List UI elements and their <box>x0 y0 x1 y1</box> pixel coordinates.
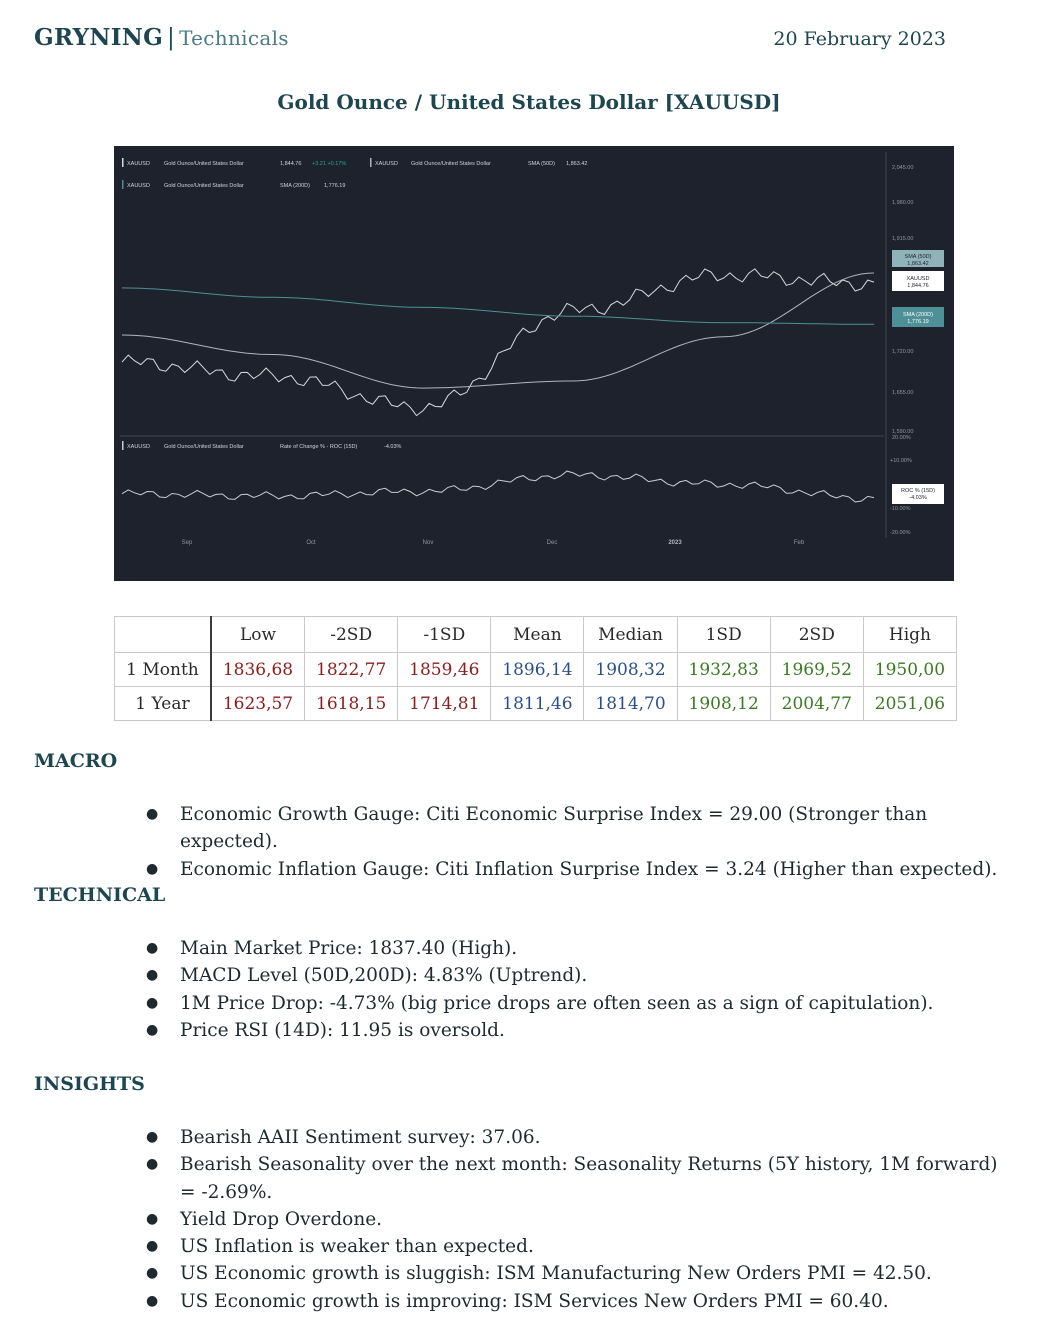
legend-price-ticker: XAUUSD <box>127 161 150 167</box>
list-item: ● US Economic growth is improving: ISM Services New Orders PMI = 60.40. <box>146 1288 1006 1315</box>
price-chart <box>114 146 954 581</box>
brand-section: Technicals <box>179 26 289 50</box>
table-cell: 1836,68 <box>211 653 305 687</box>
document-title: Gold Ounce / United States Dollar [XAUUSD] <box>277 90 781 114</box>
tag-roc-label: ROC % (15D) <box>901 488 935 494</box>
legend-roc-value: -4.03% <box>384 444 402 450</box>
sma50-series-line <box>122 273 874 388</box>
table-header: -1SD <box>398 617 491 653</box>
legend-sma200-name: Gold Ounce/United States Dollar <box>164 183 244 189</box>
table-row-label: 1 Year <box>115 687 211 721</box>
table-cell: 2004,77 <box>770 687 863 721</box>
legend-roc-name: Gold Ounce/United States Dollar <box>164 444 244 450</box>
table-header: Mean <box>491 617 584 653</box>
list-item: ● MACD Level (50D,200D): 4.83% (Uptrend). <box>146 962 1006 989</box>
price-axis-tick: 1,915.00 <box>892 236 914 242</box>
table-cell: 1969,52 <box>770 653 863 687</box>
table-cell: 1896,14 <box>491 653 584 687</box>
legend-roc-swatch <box>122 441 124 450</box>
time-axis-tick: Oct <box>306 540 316 546</box>
legend-roc-ticker: XAUUSD <box>127 444 150 450</box>
table-corner-cell <box>115 617 211 653</box>
legend-price-value: 1,844.76 <box>280 161 302 167</box>
roc-axis-tick: -10.00% <box>890 506 911 512</box>
list-item: ● Economic Growth Gauge: Citi Economic Surprise Index = 29.00 (Stronger than expected). <box>146 801 1006 856</box>
legend-sma50-indicator: SMA (50D) <box>528 161 555 167</box>
list-item: ● Bearish Seasonality over the next month: Seasonality Returns (5Y history, 1M forward) = -2.69%. <box>146 1151 1006 1206</box>
report-date: 20 February 2023 <box>773 28 946 50</box>
table-header: 2SD <box>770 617 863 653</box>
price-axis-tick: 1,655.00 <box>892 390 914 396</box>
list-item: ● Yield Drop Overdone. <box>146 1206 1006 1233</box>
table-cell: 1814,70 <box>584 687 677 721</box>
sma200-series-line <box>122 288 874 324</box>
table-cell: 1811,46 <box>491 687 584 721</box>
legend-sma200-value: 1,776.19 <box>324 183 346 189</box>
price-series-line <box>122 269 874 416</box>
price-axis-tick: 1,980.00 <box>892 200 914 206</box>
table-cell: 1714,81 <box>398 687 491 721</box>
statistics-table <box>114 616 957 721</box>
price-chart-svg <box>114 146 954 581</box>
table-cell: 1932,83 <box>677 653 770 687</box>
time-axis-tick: Dec <box>546 540 558 546</box>
table-cell: 2051,06 <box>863 687 956 721</box>
table-header: High <box>863 617 956 653</box>
table-cell: 1908,32 <box>584 653 677 687</box>
insights-list <box>146 1124 1006 1315</box>
brand-title <box>34 24 289 51</box>
page-header <box>34 24 946 56</box>
technical-list <box>146 935 1006 1044</box>
table-cell: 1950,00 <box>863 653 956 687</box>
legend-sma200-indicator: SMA (200D) <box>280 183 310 189</box>
table-header: Low <box>211 617 305 653</box>
time-axis-tick: Feb <box>793 540 805 546</box>
macro-list <box>146 801 1006 883</box>
time-axis-tick: Sep <box>181 540 193 546</box>
tag-sma200-value: 1,776.19 <box>907 319 929 325</box>
roc-axis-tick: -20.00% <box>890 530 911 536</box>
roc-axis-tick: 20.00% <box>892 435 911 441</box>
list-item: ● Economic Inflation Gauge: Citi Inflation Surprise Index = 3.24 (Higher than expected). <box>146 856 1006 883</box>
table-cell: 1618,15 <box>305 687 398 721</box>
legend-sma200-swatch <box>122 180 124 189</box>
section-heading-technical: TECHNICAL <box>34 884 166 906</box>
table-header: 1SD <box>677 617 770 653</box>
brand-name: GRYNING <box>34 24 164 51</box>
time-axis-tick: Nov <box>422 540 434 546</box>
tag-price-value: 1,844.76 <box>907 283 929 289</box>
legend-sma50-ticker: XAUUSD <box>375 161 398 167</box>
table-cell: 1623,57 <box>211 687 305 721</box>
legend-sma50-name: Gold Ounce/United States Dollar <box>411 161 491 167</box>
legend-sma50-value: 1,863.42 <box>566 161 588 167</box>
list-item: ● Bearish AAII Sentiment survey: 37.06. <box>146 1124 1006 1151</box>
legend-price-swatch <box>122 158 124 167</box>
legend-sma200-ticker: XAUUSD <box>127 183 150 189</box>
table-cell: 1908,12 <box>677 687 770 721</box>
list-item: ● 1M Price Drop: -4.73% (big price drops are often seen as a sign of capitulation). <box>146 990 1006 1017</box>
time-axis-tick: 2023 <box>668 540 682 546</box>
list-item: ● US Economic growth is sluggish: ISM Manufacturing New Orders PMI = 42.50. <box>146 1260 1006 1287</box>
price-axis-tick: 1,720.00 <box>892 349 914 355</box>
legend-price-name: Gold Ounce/United States Dollar <box>164 161 244 167</box>
tag-sma200-label: SMA (200D) <box>903 312 933 318</box>
legend-roc-indicator: Rate of Change % - ROC (15D) <box>280 444 358 450</box>
price-axis-tick: 2,045.00 <box>892 165 914 171</box>
table-row <box>115 653 957 687</box>
table-header-row <box>115 617 957 653</box>
legend-sma50-swatch <box>370 158 372 167</box>
price-axis-tick: 1,590.00 <box>892 429 914 435</box>
section-heading-macro: MACRO <box>34 750 118 772</box>
table-header: Median <box>584 617 677 653</box>
list-item: ● US Inflation is weaker than expected. <box>146 1233 1006 1260</box>
section-heading-insights: INSIGHTS <box>34 1073 145 1095</box>
tag-roc-value: -4.03% <box>909 495 927 501</box>
tag-roc <box>892 484 944 504</box>
brand-separator: | <box>167 25 176 51</box>
list-item: ● Main Market Price: 1837.40 (High). <box>146 935 1006 962</box>
table-row-label: 1 Month <box>115 653 211 687</box>
roc-series-line <box>122 471 874 502</box>
series-layer <box>122 269 874 502</box>
tag-price-label: XAUUSD <box>906 276 930 282</box>
table-row <box>115 687 957 721</box>
table-cell: 1822,77 <box>305 653 398 687</box>
legend-price-change: +3.21 +0.17% <box>312 161 347 167</box>
list-item: ● Price RSI (14D): 11.95 is oversold. <box>146 1017 1006 1044</box>
tag-sma50-label: SMA (50D) <box>904 254 932 260</box>
roc-axis-tick: +10.00% <box>890 458 912 464</box>
tag-sma50-value: 1,863.42 <box>907 261 929 267</box>
table-header: -2SD <box>305 617 398 653</box>
table-cell: 1859,46 <box>398 653 491 687</box>
